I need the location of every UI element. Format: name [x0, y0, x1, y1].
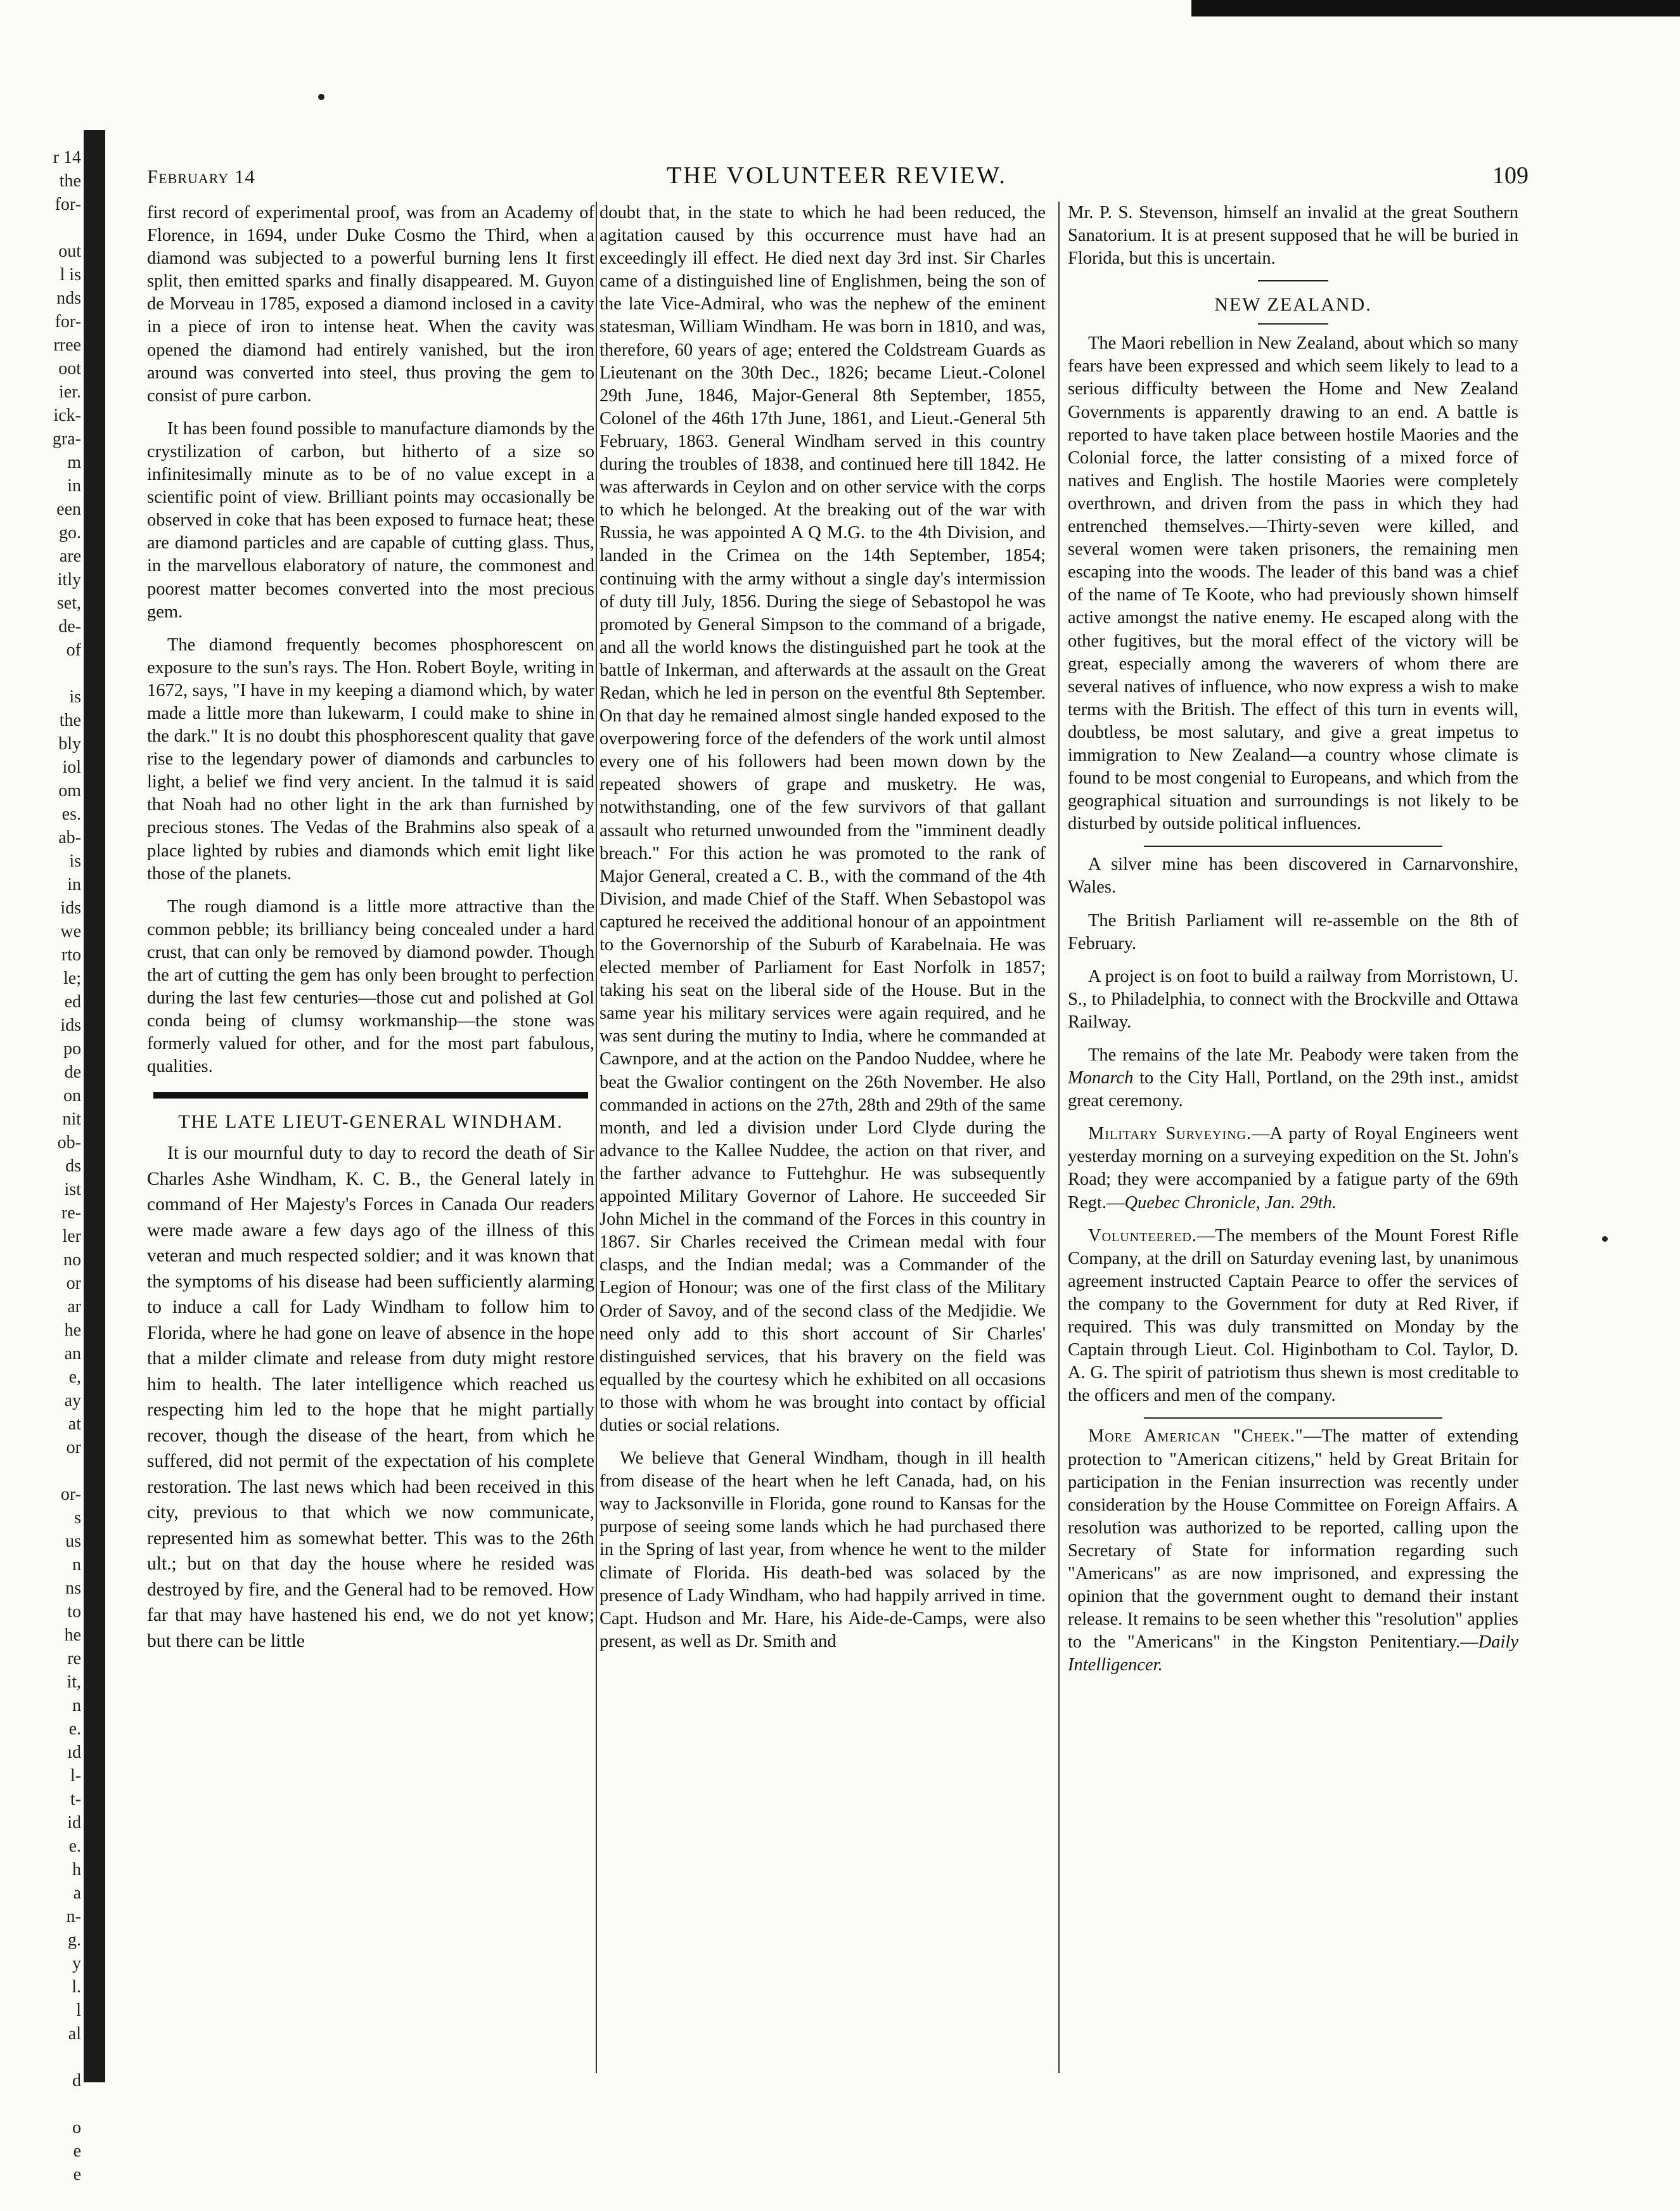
margin-fragment-line: g. [68, 1930, 81, 1950]
section-rule [153, 1092, 588, 1099]
margin-fragment-line: out [58, 242, 81, 261]
item-title: More American "Cheek." [1088, 1426, 1304, 1447]
paragraph: The rough diamond is a little more attractive than the common pebble; its brilliancy being concealed under a hard crust, that can only be removed by diamond powder. Though the art of cutting the gem has only been brought to perfection during the last few centuries—those cut and polished at Gol conda being of clumsy workmanship—the stone was formerly valued for other, and for the most part fabulous, qualities. [147, 896, 594, 1077]
margin-fragment-line: us [65, 1531, 81, 1551]
margin-fragment-line: are [59, 546, 81, 566]
margin-fragment-line: a [73, 1883, 81, 1903]
margin-fragment-line: on [63, 1086, 81, 1106]
item-title: Volunteered. [1088, 1225, 1197, 1246]
article-heading: THE LATE LIEUT-GENERAL WINDHAM. [178, 1111, 563, 1133]
separator-rule [1144, 846, 1442, 847]
separator-rule [1258, 323, 1328, 325]
margin-fragment-line: le; [63, 969, 81, 988]
paragraph [1068, 1425, 1518, 1677]
margin-fragment-line: or [66, 1273, 81, 1293]
margin-fragment-line: ier. [59, 382, 81, 402]
margin-fragment-line: rto [61, 945, 81, 965]
margin-fragment-line: een [56, 500, 81, 519]
margin-fragment-line [0, 2092, 81, 2116]
paragraph: Mr. P. S. Stevenson, himself an invalid at the great Southern Sanatorium. It is at present supposed that he will be buried in Florida, but this is uncertain. [1068, 203, 1518, 269]
margin-fragment-line: ed [64, 992, 81, 1012]
margin-fragment-line: the [59, 711, 81, 730]
margin-fragment-line: nit [62, 1109, 81, 1129]
margin-fragment-line: n [72, 1555, 81, 1575]
margin-fragment-line: ay [64, 1391, 81, 1410]
margin-fragment-line: id [67, 1813, 81, 1833]
margin-fragment-line: ler [62, 1227, 81, 1246]
margin-fragment-line: is [69, 851, 81, 871]
paragraph: A silver mine has been discovered in Carnarvonshire, Wales. [1068, 854, 1518, 898]
page-number: 109 [1492, 162, 1529, 189]
margin-fragment-line: bly [58, 734, 81, 754]
margin-fragment-line: om [58, 781, 81, 801]
margin-fragment-line: l [76, 2001, 81, 2020]
paragraph: A project is on foot to build a railway from Morristown, U. S., to Philadelphia, to connect with the Brockville and Ottawa Railway. [1068, 966, 1518, 1032]
text-run: The remains of the late Mr. Peabody were taken from the [1088, 1045, 1518, 1065]
paragraph [1068, 1225, 1518, 1408]
margin-fragment-line: for- [55, 312, 81, 332]
margin-fragment-line: ids [60, 898, 81, 918]
margin-fragment-line: de- [58, 617, 81, 636]
margin-fragment-line: set, [56, 593, 81, 613]
margin-fragment-line: rree [53, 335, 81, 355]
source-credit: Daily Intelligencer. [1068, 1632, 1518, 1675]
item-title: Military Surveying. [1088, 1124, 1252, 1144]
margin-fragment-line: ids [60, 1015, 81, 1035]
article-heading: NEW ZEALAND. [1214, 294, 1372, 316]
header-date: February 14 [147, 165, 255, 188]
column-rule [1058, 202, 1060, 2073]
margin-fragment-line: in [67, 875, 81, 894]
paragraph: The Maori rebellion in New Zealand, about which so many fears have been expressed and which seem likely to lead to a serious difficulty between the Home and New Zealand Governments is apparently drawing to an end. A battle is reported to have taken place between hostile Maories and the Colonial force, the latter consisting of a mixed force of natives and English. The hostile Maories were completely overthrown, and driven from the pass in which they had entrenched themselves.—Thirty-seven were killed, and several women were taken prisoners, the remaining men escaping into the woods. The leader of this band was a chief of the name of Te Koote, who had previously shown himself active amongst the native enemy. He escaped along with the other fugitives, but the moral effect of the victory will be great, especially among the waverers of whom there are several natives of influence, who now express a wish to make terms with the British. The effect of this turn in events will, doubtless, be most salutary, and give a great impetus to immigration to New Zealand—a country whose climate is found to be most congenial to Europeans, and which from the geographical situation and surroundings is not likely to be disturbed by outside political influences. [1068, 333, 1518, 834]
margin-fragment-line: to [67, 1602, 81, 1621]
top-edge-bar [1191, 0, 1680, 16]
margin-fragment-line: an [64, 1344, 81, 1363]
margin-fragment-line: he [64, 1625, 81, 1645]
margin-fragment-line: ds [65, 1156, 81, 1176]
margin-fragment-line: re- [61, 1203, 81, 1223]
margin-fragment-line: ıd [67, 1743, 81, 1762]
margin-fragment-line: al [68, 2024, 81, 2044]
margin-fragment-line: e [73, 2141, 81, 2161]
margin-fragment-line: d [72, 2071, 81, 2091]
page-header [147, 162, 1529, 193]
margin-fragment-line: gra- [52, 429, 81, 449]
margin-fragment-line: ob- [57, 1133, 81, 1152]
binding-shadow [84, 130, 105, 2082]
column-rule [596, 202, 597, 2073]
margin-fragment-line: r 14 [53, 148, 81, 167]
margin-fragment-line: o [72, 2118, 81, 2137]
text-run: —The matter of extending protection to "American citizens," held by Great Britain for participation in the Fenian insurrection was recently under consideration by the House Committee on Foreign Affairs. A resolution was authorized to be reported, calling upon the Secretary of State for information regarding such "Americans" as are now imprisoned, and expressing the opinion that the government ought to demand their instant release. It remains to be seen whether this "resolution" applies to the "Americans" in the Kingston Penitentiary.— [1068, 1426, 1518, 1653]
ship-name: Monarch [1068, 1068, 1134, 1088]
margin-fragment-line: m [67, 453, 81, 472]
margin-fragment-line: e [73, 2165, 81, 2184]
paragraph: doubt that, in the state to which he had been reduced, the agitation caused by this occurrence must have had an exceedingly ill effect. He died next day 3rd inst. Sir Charles came of a distinguished line of Englishmen, being the son of the late Vice-Admiral, who was the nephew of the eminent statesman, William Windham. He was born in 1810, and was, therefore, 60 years of age; entered the Coldstream Guards as Lieutenant on the 30th Dec., 1826; became Lieut.-Colonel 29th June, 1846, Major-General 8th September, 1855, Colonel of the 46th 17th June, 1861, and Lieut.-General 5th February, 1863. General Windham served in this country during the troubles of 1838, and continued here till 1842. He was afterwards in Ceylon and on other service with the corps to which he belonged. At the breaking out of the war with Russia, he was appointed A Q M.G. to the 4th Division, and landed in the Crimea on the 14th September, 1854; continuing with the army without a single day's intermission of duty till July, 1856. During the siege of Sebastopol he was promoted by General Simpson to the command of a brigade, and all the world knows the distinguished part he took at the battle of Inkerman, and afterwards at the assault on the Great Redan, which he led in person on the eventful 8th September. On that day he remained almost single handed exposed to the overpowering force of the defenders of the work until almost every one of his followers had been mown down by the repeated showers of grape and musketry. He was, notwithstanding, one of the few survivors of that gallant assault who returned unwounded from the "imminent deadly breach." For this action he was promoted to the rank of Major General, created a C. B., with the command of the 4th Division, and made Chief of the Staff. When Sebastopol was captured he received the additional honour of an appointment to the Governorship of the Suburb of Karabelnaia. He was elected member of Parliament for East Norfolk in 1857; taking his seat on the liberal side of the House. But in the same year his military services were again required, and he was sent during the mutiny to India, where he commanded at Cawnpore, and at the action on the Pandoo Nuddee, where he beat the Gwalior contingent on the 26th November. He also commanded in actions on the 27th, 28th and 29th of the same month, and led a division under Lord Clyde during the advance to the Kallee Nuddee, the action on that river, and the farther advance to Futtehghur. He was subsequently appointed Military Governor of Lahore. He succeeded Sir John Michel in the command of the Forces in this country in 1867. Sir Charles received the Crimean medal with four clasps, and the Indian medal; was a Commander of the Legion of Honour; was one of the first class of the Military Order of Savoy, and of the second class of the Medjidie. We need only add to this short account of Sir Charles' distinguished services, that his bravery on the field was equalled by the courtesy which he exhibited on all occasions to those with whom he was brought into contact by official duties or social relations. [600, 203, 1046, 1435]
margin-fragment-line [0, 662, 81, 685]
margin-fragment-line: n [72, 1696, 81, 1715]
paragraph: The British Parliament will re-assemble on the 8th of February. [1068, 910, 1518, 953]
margin-fragment-line: is [69, 687, 81, 707]
paragraph: The diamond frequently becomes phosphorescent on exposure to the sun's rays. The Hon. Robert Boyle, writing in 1672, says, "I have in my keeping a diamond which, by water made a little more than lukewarm, I could make to shine in the dark." It is no doubt this phosphorescent quality that gave rise to the legendary power of diamonds and carbuncles to light, a belief we find very ancient. In the talmud it is said that Noah had no other light in the ark than furnished by precious stones. The Vedas of the Brahmins also speak of a place lighted by rubies and diamonds which emit light like those of the planets. [147, 635, 594, 884]
separator-rule [1144, 1417, 1442, 1419]
paragraph: first record of experimental proof, was from an Academy of Florence, in 1694, under Duke Cosmo the Third, when a diamond was subjected to a powerful burning lens It first split, then emitted sparks and finally disappeared. M. Guyon de Morveau in 1785, exposed a diamond inclosed in a cavity in a piece of iron to intense heat. When the cavity was opened the diamond had entirely vanished, but the iron around was converted into steel, thus proving the gem to consist of pure carbon. [147, 203, 594, 406]
margin-fragment-line: for- [55, 195, 81, 214]
margin-fragment-line: iol [62, 757, 81, 777]
margin-fragment-line: he [64, 1320, 81, 1340]
margin-fragment-line: it, [67, 1672, 81, 1692]
column-3 [1068, 202, 1518, 2075]
paragraph: It has been found possible to manufacture diamonds by the crystilization of carbon, but hitherto of a size so infinitesimally minute as to be of no value except in a scientific point of view. Brilliant points may occasionally be observed in coke that has been exposed to furnace heat; these are diamond particles and are capable of cutting glass. Thus, in the marvellous elaboratory of nature, the commonest and poorest matter becomes converted into the most precious gem. [147, 418, 594, 622]
margin-fragment-line [0, 216, 81, 240]
margin-fragment-line: y [72, 1954, 81, 1973]
publication-title: THE VOLUNTEER REVIEW. [667, 162, 1007, 189]
margin-fragment-line: e. [68, 1836, 81, 1856]
margin-fragment-line [0, 2046, 81, 2069]
margin-fragment-line: e, [68, 1367, 81, 1387]
source-credit: Quebec Chronicle, Jan. 29th. [1124, 1192, 1337, 1213]
margin-fragment-line: ar [67, 1297, 81, 1317]
margin-fragment-line: ab- [58, 828, 81, 848]
margin-fragment-line: t- [70, 1789, 81, 1809]
paragraph [1068, 1044, 1518, 1112]
margin-fragment-line: es. [61, 804, 81, 824]
margin-fragment-line: go. [59, 523, 81, 543]
separator-rule [1258, 280, 1328, 281]
margin-fragment-line: s [74, 1508, 81, 1528]
paragraph: It is our mournful duty to day to record the death of Sir Charles Ashe Windham, K. C. B., the General lately in command of Her Majesty's Forces in Canada Our readers were made aware a few days ago of the illness of this veteran and much respected soldier; and it was known that the symptoms of his disease had been sufficiently alarming to induce a call for Lady Windham to follow him to Florida, where he had gone on leave of absence in the hope that a milder climate and release from duty might restore him to health. The later intelligence which reached us respecting him led to the hope that he might partially recover, though the disease of the heart, from which he suffered, did not permit of the expectation of his complete restoration. The last news which had been received in this city, previous to that which we now communicate, represented him as somewhat better. This was to the 26th ult.; but on that day the house where he resided was destroyed by fire, and the General had to be removed. How far that may have hastened his end, we do not yet know; but there can be little [147, 1143, 594, 1651]
text-run: —The members of the Mount Forest Rifle Company, at the drill on Saturday evening last, by unanimous agreement instructed Captain Pearce to offer the services of the company to the Government for duty at Red River, if required. This was duly transmitted on Monday by the Captain through Lieut. Col. Higinbotham to Col. Taylor, D. A. G. The spirit of patriotism thus shewn is most creditable to the officers and men of the company. [1068, 1225, 1518, 1406]
text-run: —A party of Royal Engineers went yesterday morning on a surveying expedition on the St. John's Road; they were accompanied by a fatigue party of the 69th Regt.— [1068, 1124, 1518, 1213]
margin-fragment-line: in [67, 476, 81, 496]
margin-fragment-line: nds [56, 288, 81, 308]
margin-fragment-line: or [66, 1438, 81, 1457]
margin-fragment-line: de [64, 1062, 81, 1082]
margin-fragment-line: h [72, 1860, 81, 1879]
column-2 [600, 202, 1046, 2075]
margin-fragment-line [0, 1459, 81, 1483]
margin-fragment-line: or- [60, 1485, 81, 1504]
margin-fragment-line: po [63, 1039, 81, 1059]
paragraph [1068, 1123, 1518, 1214]
margin-fragment-line: ns [65, 1578, 81, 1598]
column-1 [147, 202, 594, 2075]
margin-fragment-line: re [67, 1649, 81, 1668]
margin-fragment-line: l- [70, 1766, 81, 1786]
margin-fragment-line: e. [68, 1719, 81, 1739]
adjacent-page-margin-fragment [0, 146, 81, 2186]
margin-fragment-line: l. [72, 1977, 81, 1997]
margin-fragment-line: itly [57, 570, 81, 590]
text-run: to the City Hall, Portland, on the 29th inst., amidst great ceremony. [1068, 1068, 1518, 1111]
margin-fragment-line: at [68, 1414, 81, 1434]
margin-fragment-line: ist [64, 1180, 81, 1199]
margin-fragment-line: of [66, 640, 81, 660]
margin-fragment-line: l is [60, 265, 81, 285]
margin-fragment-line: oot [58, 359, 81, 378]
ink-speck [318, 94, 324, 100]
margin-fragment-line: we [60, 922, 81, 941]
paragraph: We believe that General Windham, though in ill health from disease of the heart when he left Canada, had, on his way to Jacksonville in Florida, gone round to Kansas for the purpose of seeing some lands which he had purchased there in the Spring of last year, from whence he went to the milder climate of Florida. His death-bed was solaced by the presence of Lady Windham, who had happily arrived in time. Capt. Hudson and Mr. Hare, his Aide-de-Camps, were also present, as well as Dr. Smith and [600, 1448, 1046, 1651]
margin-fragment-line: n- [66, 1907, 81, 1926]
ink-speck [1602, 1236, 1608, 1242]
margin-fragment-line: the [59, 171, 81, 191]
margin-fragment-line: ick- [53, 406, 81, 425]
margin-fragment-line: no [63, 1250, 81, 1270]
